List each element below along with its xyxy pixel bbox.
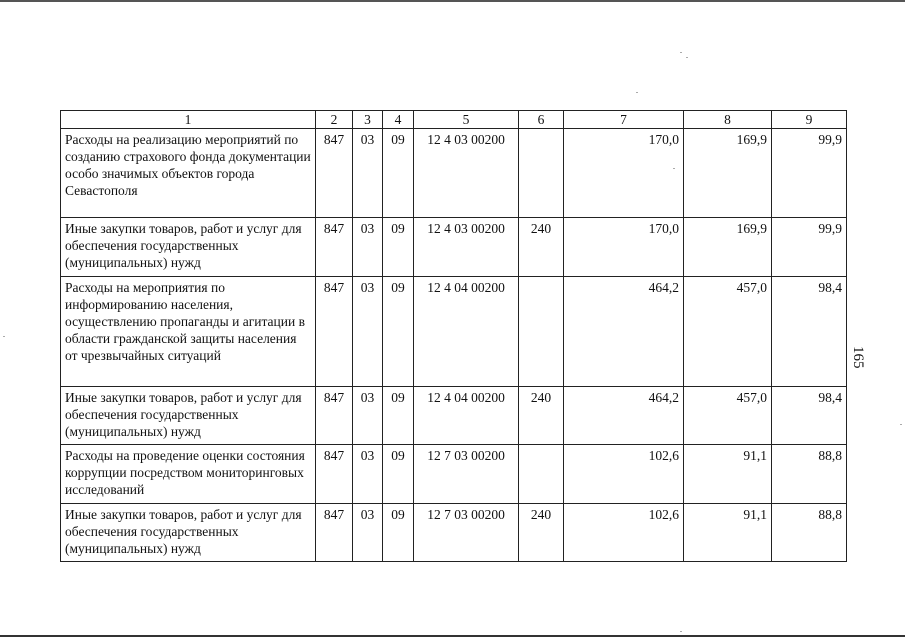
subsection-cell: 09 xyxy=(383,218,414,277)
section-cell: 03 xyxy=(353,129,383,218)
expense-type-cell: 240 xyxy=(519,218,564,277)
subsection-cell: 09 xyxy=(383,445,414,504)
percent-cell: 99,9 xyxy=(772,129,847,218)
ministry-code-cell: 847 xyxy=(316,504,353,562)
planned-amount-cell: 464,2 xyxy=(564,277,684,387)
scan-speck xyxy=(680,52,682,53)
section-cell: 03 xyxy=(353,387,383,445)
page-top-border xyxy=(0,0,905,2)
planned-amount-cell: 170,0 xyxy=(564,129,684,218)
page-number: 165 xyxy=(850,346,866,369)
header-cell: 3 xyxy=(353,111,383,129)
ministry-code-cell: 847 xyxy=(316,277,353,387)
expense-name-cell: Иные закупки товаров, работ и услуг для обеспечения государственных (муниципальных) нужд xyxy=(61,504,316,562)
section-cell: 03 xyxy=(353,445,383,504)
target-article-cell: 12 4 04 00200 xyxy=(414,277,519,387)
header-cell: 9 xyxy=(772,111,847,129)
executed-amount-cell: 169,9 xyxy=(684,129,772,218)
table-row xyxy=(61,129,847,218)
expense-name-cell: Расходы на проведение оценки состояния коррупции посредством мониторинговых исследований xyxy=(61,445,316,504)
expense-type-cell xyxy=(519,445,564,504)
subsection-cell: 09 xyxy=(383,504,414,562)
expense-name-cell: Иные закупки товаров, работ и услуг для обеспечения государственных (муниципальных) нужд xyxy=(61,387,316,445)
percent-cell: 98,4 xyxy=(772,387,847,445)
scan-speck xyxy=(673,168,675,169)
ministry-code-cell: 847 xyxy=(316,445,353,504)
expense-type-cell: 240 xyxy=(519,387,564,445)
ministry-code-cell: 847 xyxy=(316,387,353,445)
target-article-cell: 12 4 04 00200 xyxy=(414,387,519,445)
percent-cell: 98,4 xyxy=(772,277,847,387)
section-cell: 03 xyxy=(353,277,383,387)
scan-speck xyxy=(3,336,5,337)
ministry-code-cell: 847 xyxy=(316,218,353,277)
table-row xyxy=(61,504,847,562)
scan-speck xyxy=(636,92,638,93)
scan-speck xyxy=(686,57,688,58)
table-row xyxy=(61,277,847,387)
target-article-cell: 12 4 03 00200 xyxy=(414,129,519,218)
section-cell: 03 xyxy=(353,218,383,277)
executed-amount-cell: 457,0 xyxy=(684,387,772,445)
expense-type-cell: 240 xyxy=(519,504,564,562)
scan-speck xyxy=(900,424,902,425)
header-cell: 7 xyxy=(564,111,684,129)
executed-amount-cell: 91,1 xyxy=(684,504,772,562)
subsection-cell: 09 xyxy=(383,277,414,387)
scan-speck xyxy=(680,631,682,632)
table-row xyxy=(61,445,847,504)
table-header-row xyxy=(61,111,847,129)
percent-cell: 88,8 xyxy=(772,504,847,562)
table-row xyxy=(61,387,847,445)
subsection-cell: 09 xyxy=(383,129,414,218)
target-article-cell: 12 4 03 00200 xyxy=(414,218,519,277)
planned-amount-cell: 170,0 xyxy=(564,218,684,277)
header-cell: 2 xyxy=(316,111,353,129)
page-bottom-border xyxy=(0,635,905,637)
header-cell: 4 xyxy=(383,111,414,129)
target-article-cell: 12 7 03 00200 xyxy=(414,445,519,504)
expense-name-cell: Расходы на реализацию мероприятий по созданию страхового фонда документации особо значимых объектов города Севастополя xyxy=(61,129,316,218)
executed-amount-cell: 457,0 xyxy=(684,277,772,387)
expense-type-cell xyxy=(519,277,564,387)
executed-amount-cell: 91,1 xyxy=(684,445,772,504)
header-cell: 6 xyxy=(519,111,564,129)
expense-name-cell: Иные закупки товаров, работ и услуг для обеспечения государственных (муниципальных) нужд xyxy=(61,218,316,277)
percent-cell: 99,9 xyxy=(772,218,847,277)
planned-amount-cell: 102,6 xyxy=(564,504,684,562)
executed-amount-cell: 169,9 xyxy=(684,218,772,277)
expense-type-cell xyxy=(519,129,564,218)
budget-table xyxy=(60,110,847,562)
header-cell: 5 xyxy=(414,111,519,129)
table-row xyxy=(61,218,847,277)
section-cell: 03 xyxy=(353,504,383,562)
target-article-cell: 12 7 03 00200 xyxy=(414,504,519,562)
percent-cell: 88,8 xyxy=(772,445,847,504)
header-cell: 1 xyxy=(61,111,316,129)
expense-name-cell: Расходы на мероприятия по информированию населения, осуществлению пропаганды и агитации в области гражданской защиты населения от чрезвычайных ситуаций xyxy=(61,277,316,387)
planned-amount-cell: 464,2 xyxy=(564,387,684,445)
planned-amount-cell: 102,6 xyxy=(564,445,684,504)
ministry-code-cell: 847 xyxy=(316,129,353,218)
header-cell: 8 xyxy=(684,111,772,129)
subsection-cell: 09 xyxy=(383,387,414,445)
